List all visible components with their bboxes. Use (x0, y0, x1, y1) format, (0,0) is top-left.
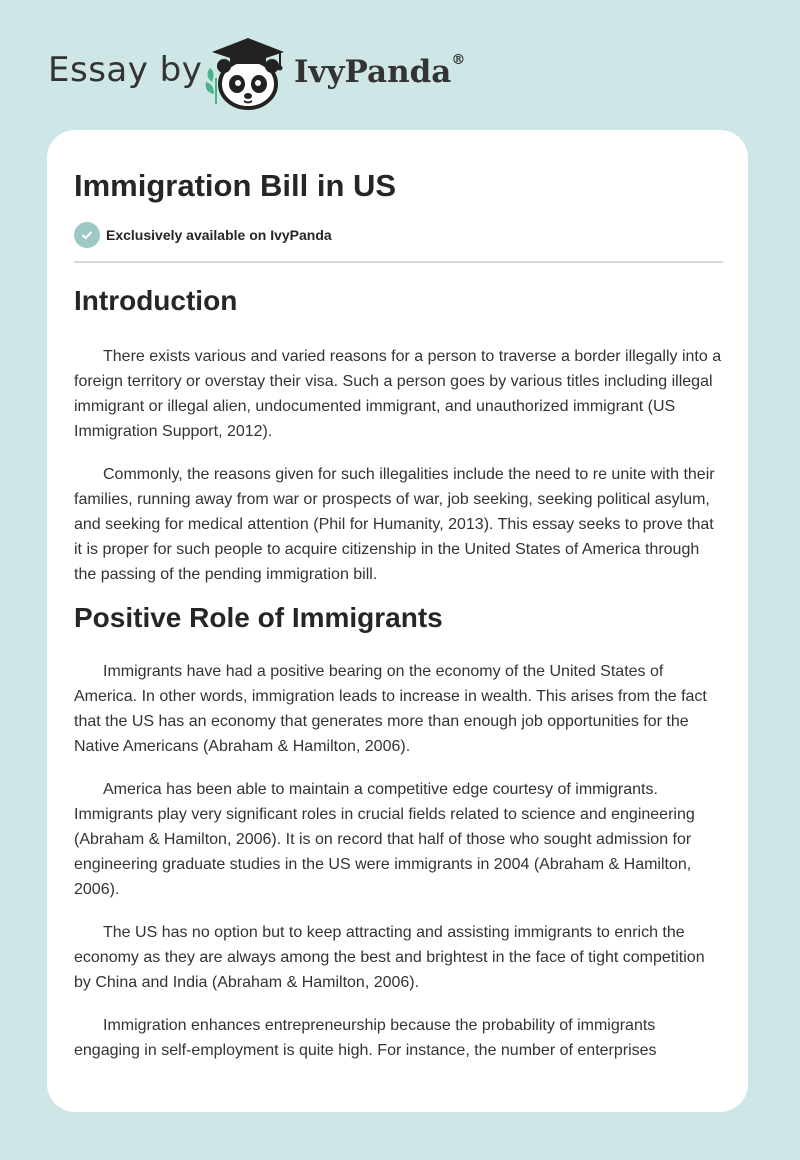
section-heading-positive-role: Positive Role of Immigrants (74, 602, 443, 633)
exclusive-badge-text: Exclusively available on IvyPanda (106, 227, 332, 243)
registered-mark: ® (451, 52, 466, 68)
title-divider (74, 261, 723, 263)
exclusive-badge (74, 222, 332, 248)
paragraph: There exists various and varied reasons for a person to traverse a border illegally into a foreign territory or overstay their visa. Such a person goes by various titles including illegal immigrant or illegal alien, undocumented immigrant, and unauthorized immigrant (US Immigration Support, 2012). (74, 348, 722, 440)
paragraph: Immigrants have had a positive bearing on the economy of the United States of America. In other words, immigration leads to increase in wealth. This arises from the fact that the US has an economy that generates more than enough job opportunities for the Native Americans (Abraham & Hamilton, 2006). (74, 663, 707, 755)
page-title: Immigration Bill in US (74, 168, 397, 203)
article-card (47, 130, 748, 1112)
paragraph: Commonly, the reasons given for such illegalities include the need to re unite with their families, running away from war or prospects of war, job seeking, seeking political asylum, and seeking for medical attention (Phil for Humanity, 2013). This essay seeks to prove that it is proper for such people to acquire citizenship in the United States of America through the passing of the pending immigration bill. (74, 466, 715, 583)
brand-name[interactable]: IvyPanda® (294, 52, 466, 90)
section-heading-introduction: Introduction (74, 285, 238, 316)
paragraph: America has been able to maintain a competitive edge courtesy of immigrants. Immigrants play very significant roles in crucial fields related to science and engineering (Abraham & Hamilton, 2006). It is on record that half of those who sought admission for engineering graduate studies in the US were immigrants in 2004 (Abraham & Hamilton, 2006). (74, 781, 695, 898)
brand-prefix: Essay by (48, 50, 203, 90)
check-circle-icon (74, 222, 100, 248)
site-header (0, 0, 800, 130)
panda-graduation-cap-icon[interactable] (200, 34, 292, 110)
paragraph: The US has no option but to keep attracting and assisting immigrants to enrich the economy as they are always among the best and brightest in the face of tight competition by China and India (Abraham & Hamilton, 2006). (74, 924, 705, 991)
article-body (74, 280, 723, 1063)
paragraph: Immigration enhances entrepreneurship because the probability of immigrants engaging in self-employment is quite high. For instance, the number of enterprises (74, 1017, 657, 1059)
